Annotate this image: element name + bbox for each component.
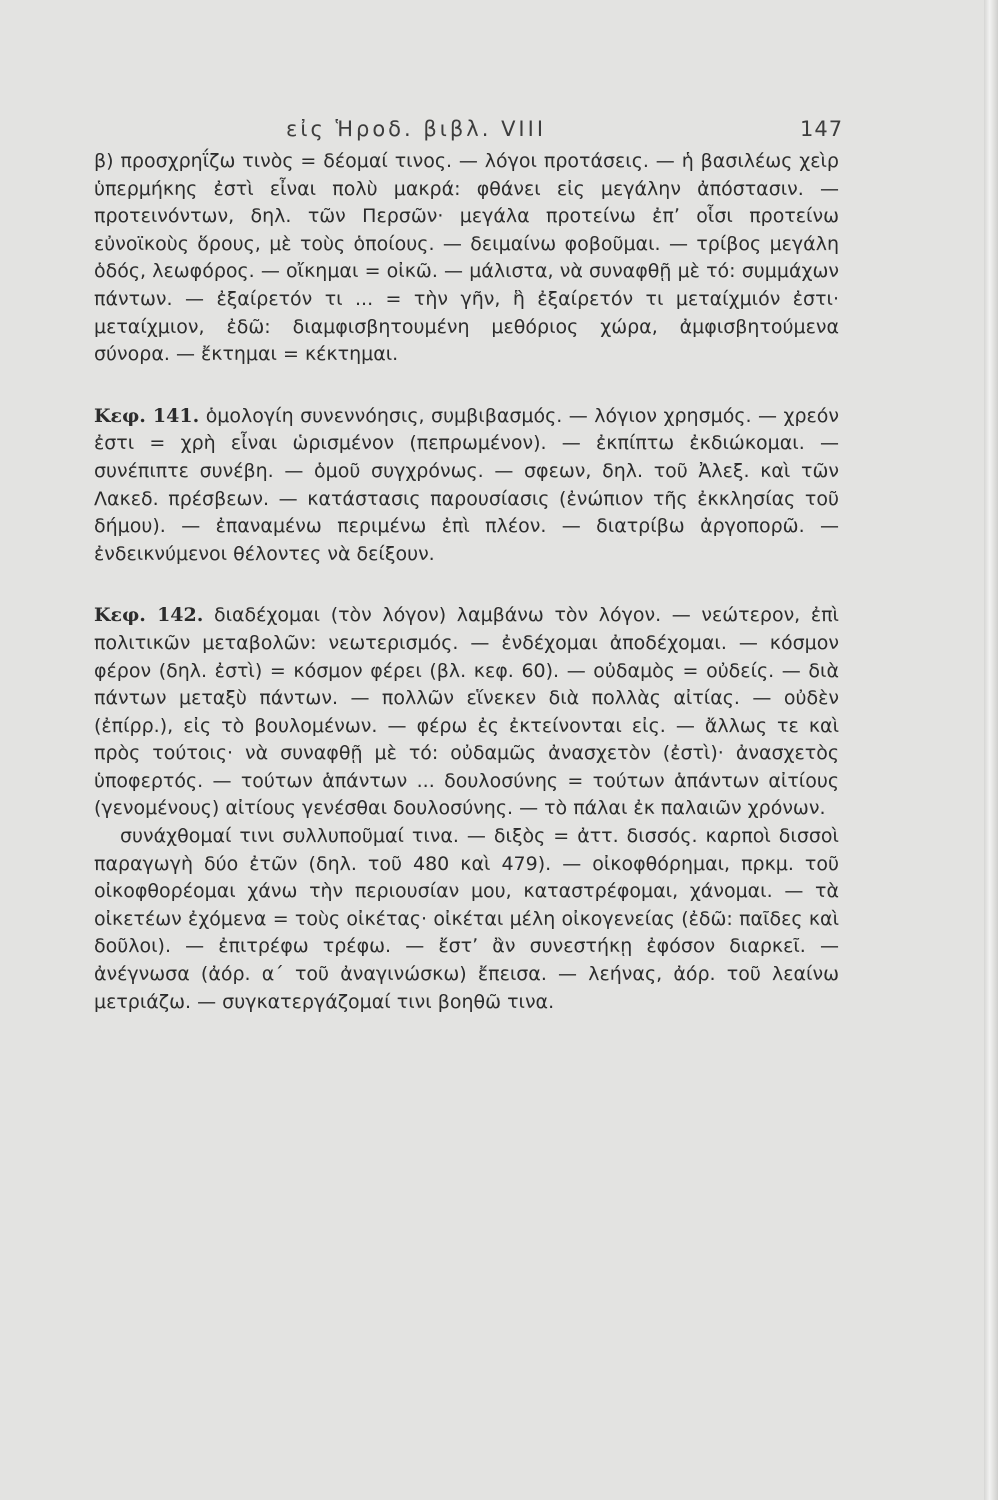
running-head: εἰς Ἡροδ. βιβλ. VIII: [286, 117, 547, 141]
page-number: 147: [800, 117, 844, 141]
chapter-heading: Κεφ. 141.: [94, 404, 200, 427]
paragraph-text: ὁμολογίη συνεννόησις, συμβιβασμός. — λόγιον χρησμός. — χρεόν ἐστι = χρὴ εἶναι ὡρισμένον (πεπρωμένον). — ἐκπίπτω ἐκδιώκομαι. — συνέπιπτε συνέβη. — ὁμοῦ συγχρόνως. — σφεων, δηλ. τοῦ Ἀλεξ. καὶ τῶν Λακεδ. πρέσβεων. — κατάστασις παρουσίασις (ἐνώπιον τῆς ἐκκλησίας τοῦ δήμου). — ἐπαναμένω περιμένω ἐπὶ πλέον. — διατρίβω ἀργοπορῶ. — ἐνδεικνύμενοι θέλοντες νὰ δείξουν.: [94, 404, 840, 565]
paragraph-text: β) προσχρηΐζω τινὸς = δέομαί τινος. — λόγοι προτάσεις. — ἡ βασιλέως χεὶρ ὑπερμήκης ἐστὶ εἶναι πολὺ μακρά: φθάνει εἰς μεγάλην ἀπόστασιν. — προτεινόντων, δηλ. τῶν Περσῶν· μεγάλα προτείνω ἐπʼ οἷσι προτείνω εὐνοϊκοὺς ὅρους, μὲ τοὺς ὁποίους. — δειμαίνω φοβοῦμαι. — τρίβος μεγάλη ὁδός, λεωφόρος. — οἴκημαι = οἰκῶ. — μάλιστα, νὰ συναφθῇ μὲ τό: συμμάχων πάντων. — ἐξαίρετόν τι ... = τὴν γῆν, ἣ ἐξαίρετόν τι μεταίχμιόν ἐστι· μεταίχμιον, ἐδῶ: διαμφισβητουμένη μεθόριος χώρα, ἀμφισβητούμενα σύνορα. — ἔκτημαι = κέκτημαι.: [94, 150, 839, 366]
page-header: [0, 117, 985, 147]
paragraph-commentary-intro: [94, 148, 839, 369]
paragraph-text: διαδέχομαι (τὸν λόγον) λαμβάνω τὸν λόγον. — νεώτερον, ἐπὶ πολιτικῶν μεταβολῶν: νεωτερισμός. — ἐνδέχομαι ἀποδέχομαι. — κόσμον φέρον (δηλ. ἐστὶ) = κόσμον φέρει (βλ. κεφ. 60). — οὐδαμὸς = οὐδείς. — διὰ πάντων μεταξὺ πάντων. — πολλῶν εἵνεκεν διὰ πολλὰς αἰτίας. — οὐδὲν (ἐπίρρ.), εἰς τὸ βουλομένων. — φέρω ἐς ἐκτείνονται εἰς. — ἄλλως τε καὶ πρὸς τούτοις· νὰ συναφθῇ μὲ τό: οὐδαμῶς ἀνασχετὸν (ἐστὶ)· ἀνασχετὸς ὑποφερτός. — τούτων ἁπάντων ... δουλοσύνης = τούτων ἁπάντων αἰτίους (γενομένους) αἰτίους γενέσθαι δουλοσύνης. — τὸ πάλαι ἐκ παλαιῶν χρόνων.: [94, 604, 839, 820]
chapter-heading: Κεφ. 142.: [94, 604, 204, 627]
paragraph-chapter-142: [94, 602, 839, 823]
page-edge: [984, 0, 998, 1500]
paragraph-continuation: [94, 823, 839, 1016]
body-text: [94, 148, 839, 1016]
paragraph-chapter-141: [94, 403, 839, 569]
paragraph-text: συνάχθομαί τινι συλλυποῦμαί τινα. — διξὸς = ἀττ. δισσός. καρποὶ δισσοὶ παραγωγὴ δύο ἐτῶν (δηλ. τοῦ 480 καὶ 479). — οἰκοφθόρημαι, πρκμ. τοῦ οἰκοφθορέομαι χάνω τὴν περιουσίαν μου, καταστρέφομαι, χάνομαι. — τὰ οἰκετέων ἐχόμενα = τοὺς οἰκέτας· οἰκέται μέλη οἰκογενείας (ἐδῶ: παῖδες καὶ δοῦλοι). — ἐπιτρέφω τρέφω. — ἔστʼ ἂν συνεστήκῃ ἐφόσον διαρκεῖ. — ἀνέγνωσα (ἀόρ. α΄ τοῦ ἀναγινώσκω) ἔπεισα. — λεήνας, ἀόρ. τοῦ λεαίνω μετριάζω. — συγκατεργάζομαί τινι βοηθῶ τινα.: [94, 825, 839, 1013]
